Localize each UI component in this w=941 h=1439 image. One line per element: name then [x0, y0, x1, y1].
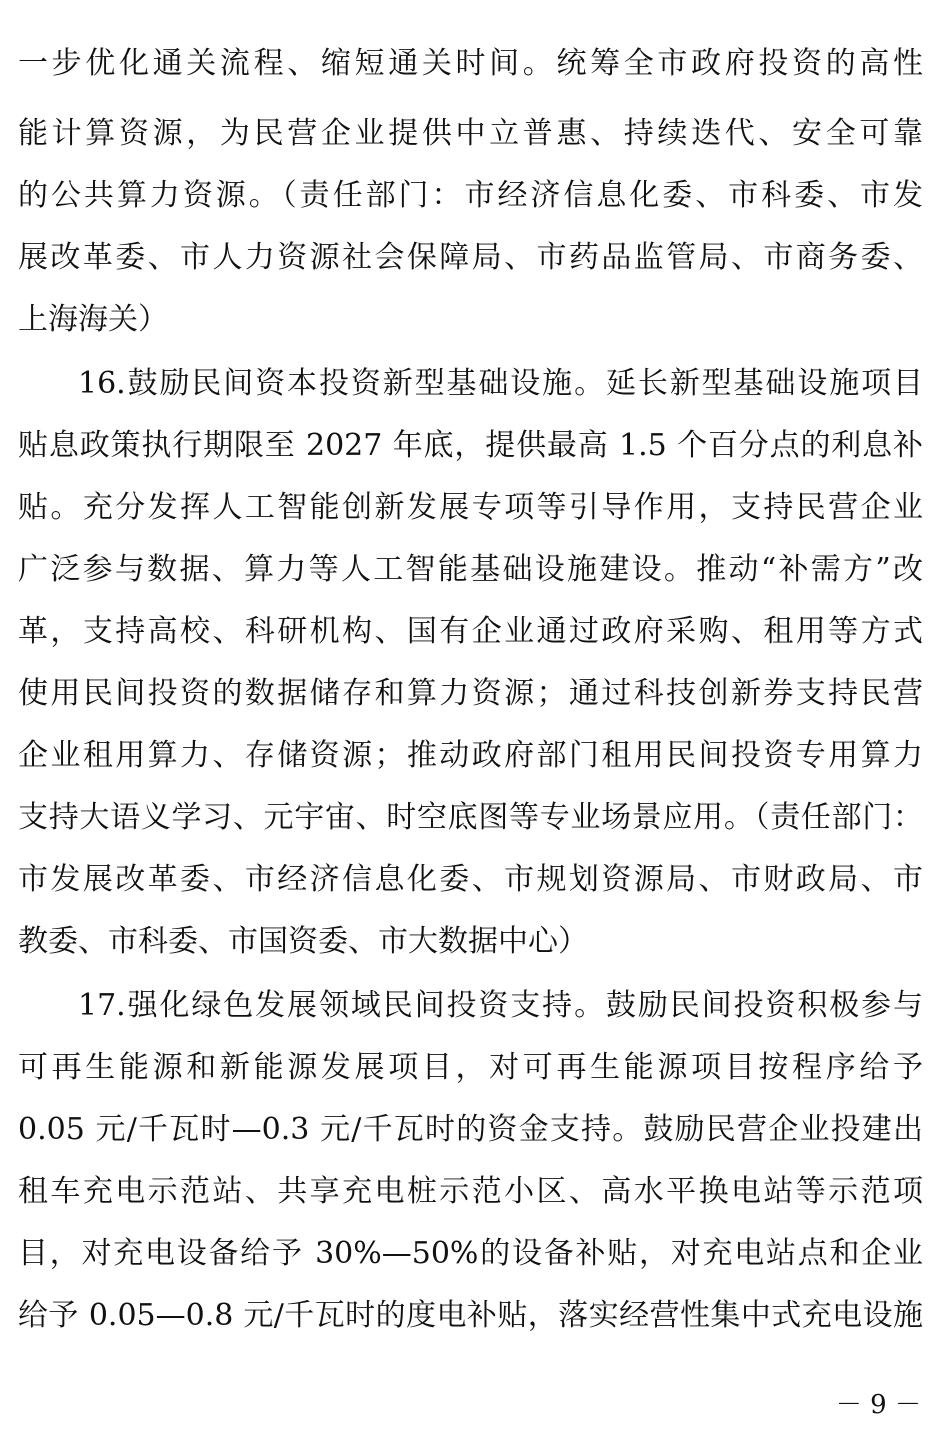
section-heading-line: 17.强化绿色发展领域民间投资支持。鼓励民间投资积极参与 [78, 988, 923, 1023]
text-line: 一步优化通关流程、缩短通关时间。统筹全市政府投资的高性 [18, 46, 923, 81]
text-line: 市发展改革委、市经济信息化委、市规划资源局、市财政局、市 [18, 862, 923, 897]
text-line: 使用民间投资的数据储存和算力资源；通过科技创新券支持民营 [18, 676, 923, 711]
text-line: 目，对充电设备给予 30%—50%的设备补贴，对充电站点和企业 [18, 1236, 923, 1271]
section-heading-line: 16.鼓励民间资本投资新型基础设施。延长新型基础设施项目 [78, 366, 923, 401]
text-line: 能计算资源，为民营企业提供中立普惠、持续迭代、安全可靠 [18, 116, 923, 151]
text-line: 0.05 元/千瓦时—0.3 元/千瓦时的资金支持。鼓励民营企业投建出 [18, 1112, 923, 1147]
text-line: 企业租用算力、存储资源；推动政府部门租用民间投资专用算力 [18, 738, 923, 773]
text-line: 的公共算力资源。（责任部门：市经济信息化委、市科委、市发 [18, 178, 923, 213]
text-line: 革，支持高校、科研机构、国有企业通过政府采购、租用等方式 [18, 614, 923, 649]
text-line: 贴息政策执行期限至 2027 年底，提供最高 1.5 个百分点的利息补 [18, 428, 923, 463]
page-number: － 9 － [835, 1390, 921, 1420]
text-line: 贴。充分发挥人工智能创新发展专项等引导作用，支持民营企业 [18, 490, 923, 525]
text-line: 教委、市科委、市国资委、市大数据中心） [18, 924, 588, 959]
text-line: 展改革委、市人力资源社会保障局、市药品监管局、市商务委、 [18, 240, 923, 275]
text-line: 给予 0.05—0.8 元/千瓦时的度电补贴，落实经营性集中式充电设施 [18, 1298, 923, 1333]
text-line: 租车充电示范站、共享充电桩示范小区、高水平换电站等示范项 [18, 1174, 923, 1209]
text-line: 可再生能源和新能源发展项目，对可再生能源项目按程序给予 [18, 1050, 923, 1085]
text-line: 支持大语义学习、元宇宙、时空底图等专业场景应用。（责任部门： [18, 800, 923, 835]
text-line: 广泛参与数据、算力等人工智能基础设施建设。推动“补需方”改 [18, 552, 923, 587]
text-line: 上海海关） [18, 302, 168, 337]
